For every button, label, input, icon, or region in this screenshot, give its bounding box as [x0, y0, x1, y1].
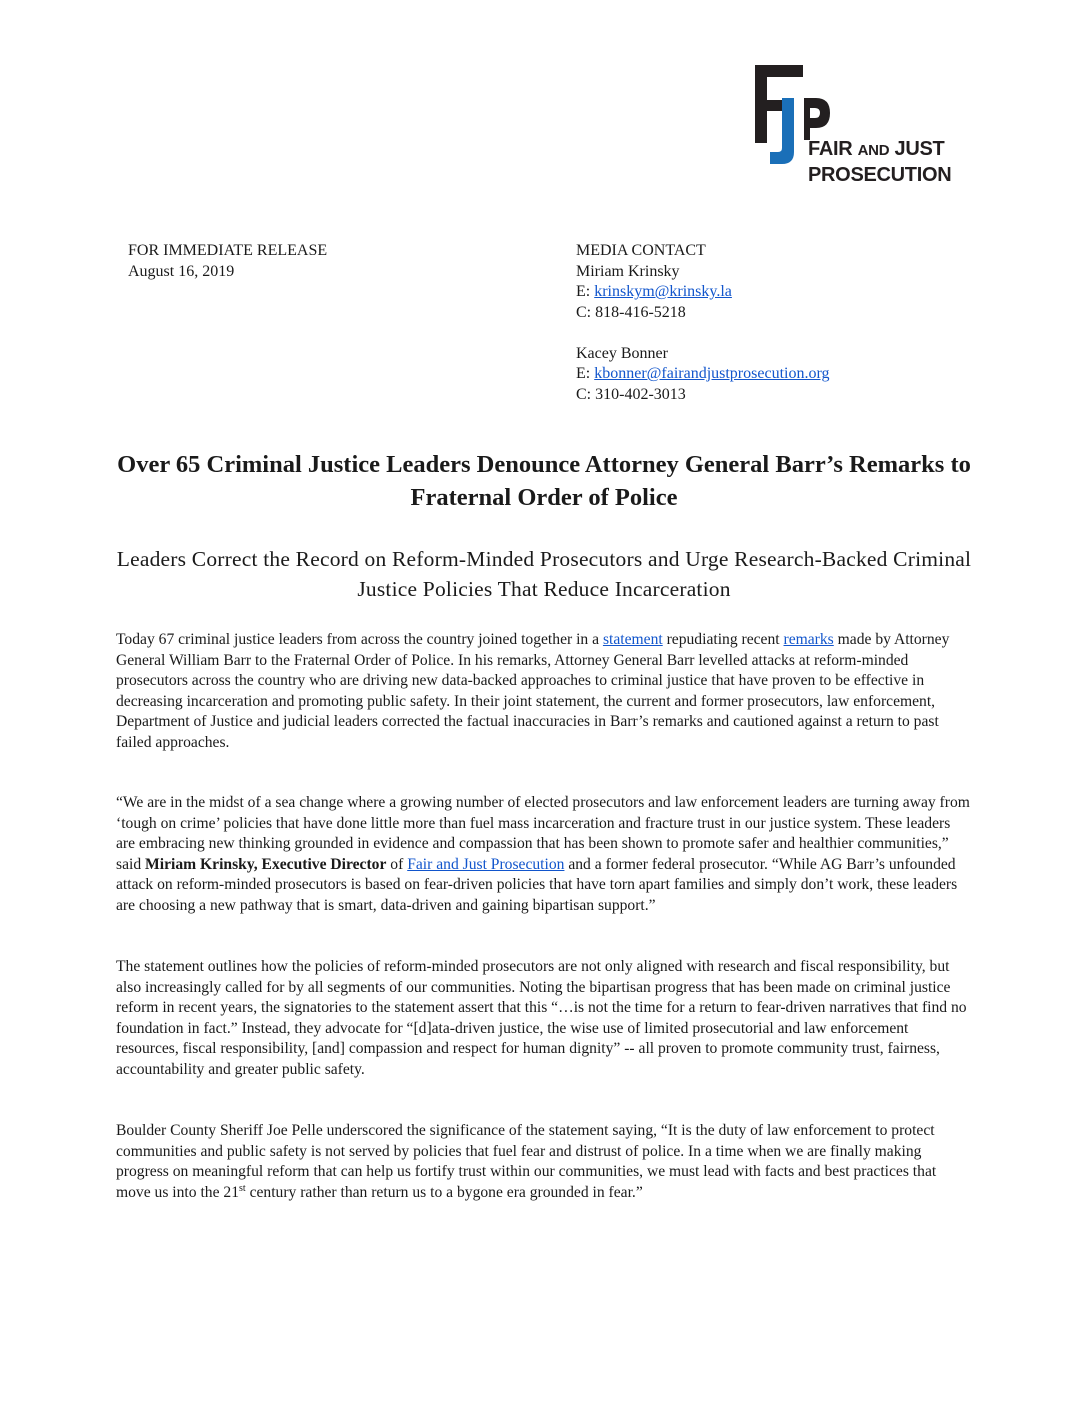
contact2-phone: C: 310-402-3013 — [576, 385, 686, 403]
contact1-email-row: E: krinskym@krinsky.la — [576, 283, 732, 300]
contact2-email-row: E: kbonner@fairandjustprosecution.org — [576, 365, 830, 382]
remarks-link[interactable]: remarks — [783, 631, 834, 648]
media-contact — [576, 241, 830, 405]
logo-text-line2: PROSECUTION — [808, 164, 952, 186]
contact1-email-link[interactable]: krinskym@krinsky.la — [594, 283, 732, 300]
logo-f-shape — [755, 65, 803, 143]
release-info — [128, 241, 327, 282]
paragraph-3: The statement outlines how the policies of reform-minded prosecutors are not only aligned with research and fiscal responsibility, but also increasingly called for by all segments of our communities. Noting the bipartisan progress that has been made on criminal justice reform in recent years, the signatories to the statement assert that this “…is not the time for a return to fear-driven narratives that find no foundation in fact.” Instead, they advocate for “[d]ata-driven justice, the wise use of limited prosecutorial and law enforcement resources, fiscal responsibility, [and] compassion and respect for human dignity” -- all proven to promote community trust, fairness, accountability and greater public safety. — [116, 958, 967, 1078]
contact1-phone: C: 818-416-5218 — [576, 303, 686, 321]
statement-link[interactable]: statement — [602, 631, 663, 648]
contact1-name: Miriam Krinsky — [576, 262, 680, 280]
contact2-email-link[interactable]: kbonner@fairandjustprosecution.org — [594, 365, 830, 382]
release-label: FOR IMMEDIATE RELEASE — [128, 242, 328, 259]
paragraph-2: “We are in the midst of a sea change where a growing number of elected prosecutors and law enforcement leaders are turning away from ‘tough on crime’ policies that have done little more than fuel mass incarceration and fracture trust in our justice system. These leaders are embracing new thinking grounded in evidence and compassion that has been shown to promote safer and healthier communities,” said Miriam Krinsky, Executive Director of Fair and Just Prosecution and a former federal prosecutor. “While AG Barr’s unfounded attack on reform-minded prosecutors is based on fear-driven policies that have torn apart families and simply don’t work, these leaders are choosing a new pathway that is smart, data-driven and gaining bipartisan support.” — [116, 794, 970, 914]
logo-p-shape — [804, 98, 830, 140]
fjp-link[interactable]: Fair and Just Prosecution — [407, 855, 565, 873]
contact2-name: Kacey Bonner — [576, 344, 668, 362]
paragraph-4: Boulder County Sheriff Joe Pelle underscored the significance of the statement saying, “It is the duty of law enforcement to protect communities and public safety is not served by policies that fuel fear and distrust of police. In a time when we are finally making progress on meaningful reform that can help us fortify trust within our communities, we must lead with facts and best practices that move us into the 21st century rather than return us to a bygone era grounded in fear.” — [116, 1122, 937, 1201]
release-date: August 16, 2019 — [128, 262, 235, 280]
logo-text-line1: FAIR AND JUST — [808, 138, 945, 160]
press-release-subtitle: Leaders Correct the Record on Reform-Minded Prosecutors and Urge Research-Backed Criminal Justice Policies That Reduce Incarceration — [116, 547, 972, 601]
press-release-title: Over 65 Criminal Justice Leaders Denounce Attorney General Barr’s Remarks to Fraternal Order of Police — [117, 451, 971, 511]
paragraph-1: Today 67 criminal justice leaders from across the country joined together in a statement repudiating recent remarks made by Attorney General William Barr to the Fraternal Order of Police. In his remarks, Attorney General Barr levelled attacks at reform-minded prosecutors across the country who are driving new data-backed approaches to criminal justice that have proven to be effective in decreasing incarceration and promoting public safety. In their joint statement, the current and former prosecutors, law enforcement, Department of Justice and judicial leaders corrected the factual inaccuracies in Barr’s remarks and cautioned against a return to past failed approaches. — [116, 631, 950, 751]
media-contact-label: MEDIA CONTACT — [576, 242, 706, 259]
